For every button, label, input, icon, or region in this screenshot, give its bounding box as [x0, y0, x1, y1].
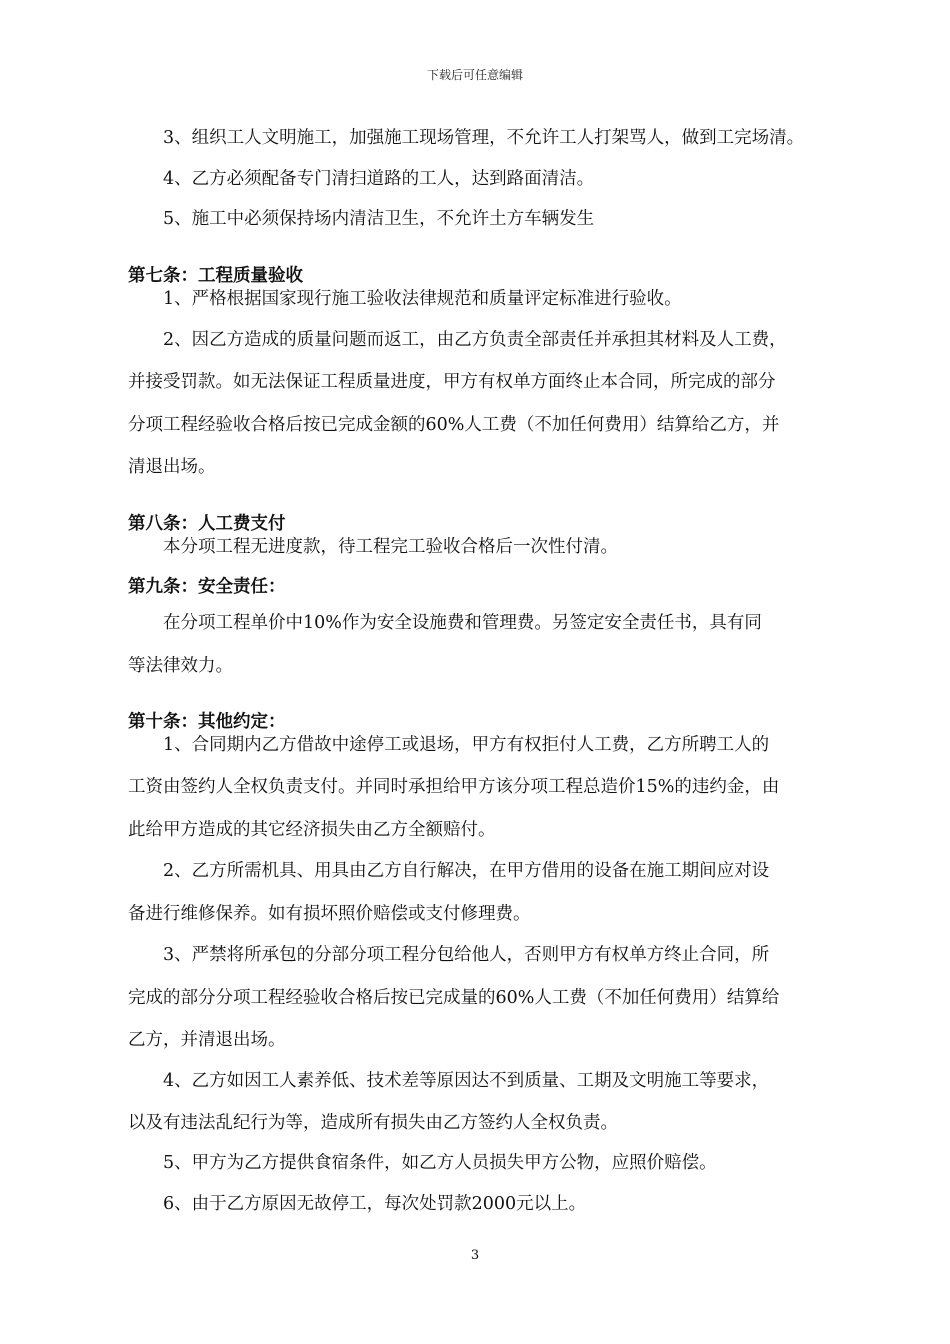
clause-7-item-2-line-3: 分项工程经验收合格后按已完成金额的60%人工费（不加任何费用）结算给乙方，并: [128, 415, 780, 435]
clause-6-item-4: 4、乙方必须配备专门清扫道路的工人，达到路面清洁。: [163, 169, 595, 189]
clause-7-heading: 第七条：工程质量验收: [128, 266, 303, 286]
clause-10-item-1-line-1: 1、合同期内乙方借故中途停工或退场，甲方有权拒付人工费，乙方所聘工人的: [163, 735, 770, 755]
clause-10-item-5: 5、甲方为乙方提供食宿条件，如乙方人员损失甲方公物，应照价赔偿。: [163, 1153, 717, 1173]
clause-7-item-2-line-4: 清退出场。: [128, 457, 216, 477]
clause-7-item-2-line-2: 并接受罚款。如无法保证工程质量进度，甲方有权单方面终止本合同，所完成的部分: [128, 372, 776, 392]
page-header-note: 下载后可任意编辑: [426, 68, 523, 82]
clause-10-item-2-line-2: 备进行维修保养。如有损坏照价赔偿或支付修理费。: [128, 904, 531, 924]
clause-10-item-3-line-2: 完成的部分分项工程经验收合格后按已完成量的60%人工费（不加任何费用）结算给: [128, 988, 780, 1008]
clause-6-item-3: 3、组织工人文明施工，加强施工现场管理，不允许工人打架骂人，做到工完场清。: [163, 128, 805, 148]
clause-10-item-1-line-2: 工资由签约人全权负责支付。并同时承担给甲方该分项工程总造价15%的违约金，由: [128, 777, 780, 797]
clause-7-item-1: 1、严格根据国家现行施工验收法律规范和质量评定标准进行验收。: [163, 289, 682, 309]
clause-10-item-3-line-3: 乙方，并清退出场。: [128, 1030, 286, 1050]
clause-8-text: 本分项工程无进度款，待工程完工验收合格后一次性付清。: [163, 537, 618, 557]
clause-10-item-4-line-2: 以及有违法乱纪行为等，造成所有损失由乙方签约人全权负责。: [128, 1113, 618, 1133]
clause-9-text-line-1: 在分项工程单价中10%作为安全设施费和管理费。另签定安全责任书，具有同: [163, 613, 762, 633]
clause-7-item-2-line-1: 2、因乙方造成的质量问题而返工，由乙方负责全部责任并承担其材料及人工费，: [163, 330, 787, 350]
clause-9-text-line-2: 等法律效力。: [128, 656, 233, 676]
clause-10-heading: 第十条：其他约定：: [128, 712, 286, 732]
clause-10-item-6: 6、由于乙方原因无故停工，每次处罚款2000元以上。: [163, 1194, 587, 1214]
clause-10-item-4-line-1: 4、乙方如因工人素养低、技术差等原因达不到质量、工期及文明施工等要求，: [163, 1071, 770, 1091]
clause-10-item-2-line-1: 2、乙方所需机具、用具由乙方自行解决，在甲方借用的设备在施工期间应对设: [163, 861, 770, 881]
clause-10-item-1-line-3: 此给甲方造成的其它经济损失由乙方全额赔付。: [128, 820, 496, 840]
clause-9-heading: 第九条：安全责任：: [128, 577, 286, 597]
clause-10-item-3-line-1: 3、严禁将所承包的分部分项工程分包给他人，否则甲方有权单方终止合同，所: [163, 945, 770, 965]
page-number: 3: [470, 1248, 480, 1263]
clause-6-item-5: 5、施工中必须保持场内清洁卫生，不允许土方车辆发生: [163, 209, 595, 229]
clause-8-heading: 第八条：人工费支付: [128, 514, 286, 534]
